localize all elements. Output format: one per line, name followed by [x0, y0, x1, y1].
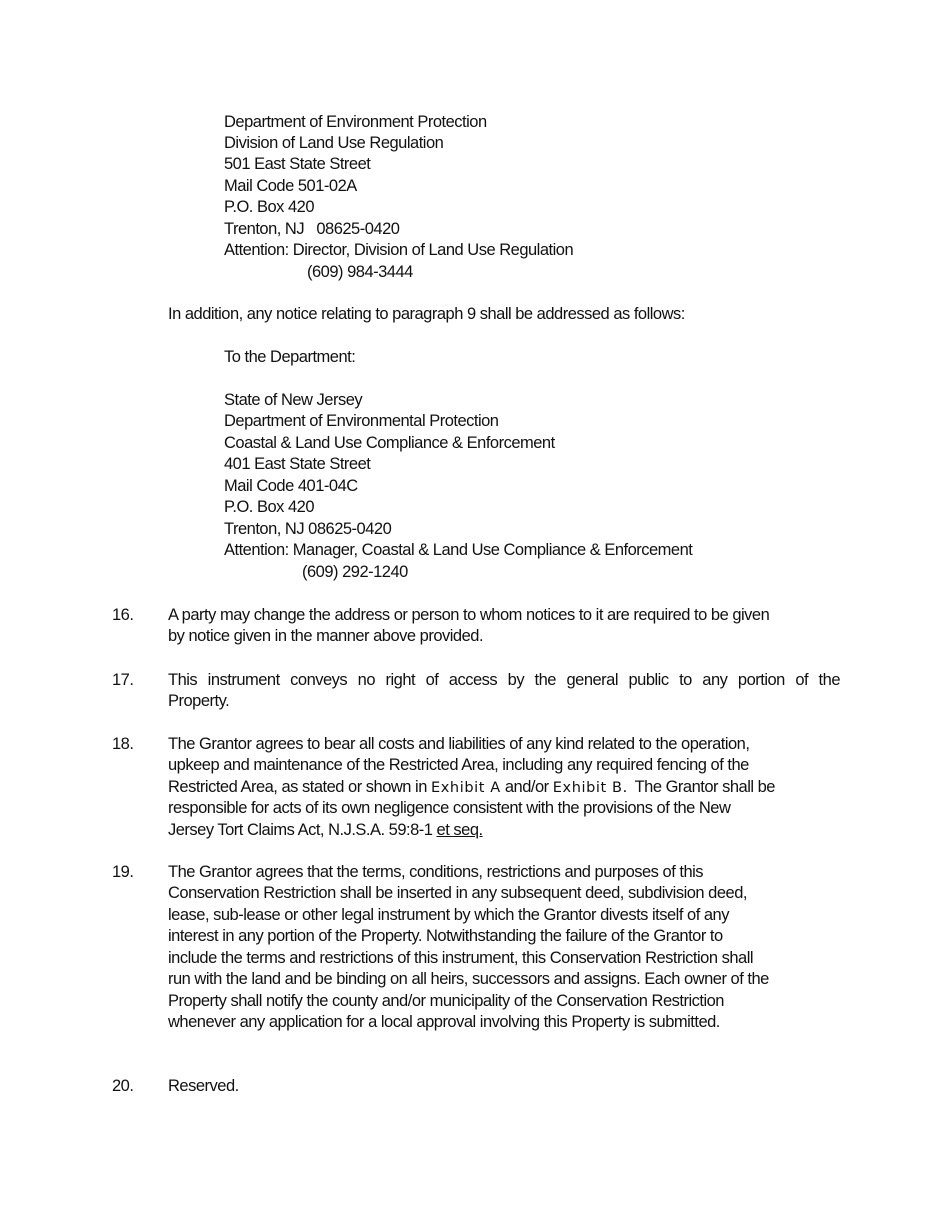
address-line: Trenton, NJ 08625-0420: [224, 520, 392, 538]
address-phone: (609) 292-1240: [302, 563, 408, 581]
paragraph-line: The Grantor agrees to bear all costs and liabilities of any kind related to the operation,: [168, 735, 750, 753]
address-line: Department of Environment Protection: [224, 113, 487, 131]
exhibit-a-reference: Exhibit A: [430, 780, 501, 796]
address-line: 501 East State Street: [224, 155, 371, 173]
exhibit-b-reference: Exhibit B: [552, 780, 623, 796]
paragraph-line: lease, sub-lease or other legal instrument by which the Grantor divests itself of any: [168, 906, 729, 924]
paragraph-line: by notice given in the manner above provided.: [168, 627, 484, 645]
address-line: Mail Code 401-04C: [224, 477, 358, 495]
address-line: 401 East State Street: [224, 455, 371, 473]
paragraph-line: Property shall notify the county and/or municipality of the Conservation Restriction: [168, 992, 724, 1010]
paragraph-line: [168, 777, 775, 799]
paragraph-number: 18.: [112, 735, 134, 753]
paragraph-line: [168, 820, 483, 841]
paragraph-line: responsible for acts of its own negligence consistent with the provisions of the New: [168, 799, 731, 817]
address-line: Department of Environmental Protection: [224, 412, 499, 430]
paragraph-line: upkeep and maintenance of the Restricted Area, including any required fencing of the: [168, 756, 749, 774]
notice-intro: In addition, any notice relating to paragraph 9 shall be addressed as follows:: [168, 305, 685, 323]
paragraph-line: run with the land and be binding on all heirs, successors and assigns. Each owner of the: [168, 970, 769, 988]
text-run: Restricted Area, as stated or shown in: [168, 778, 431, 796]
to-department-label: To the Department:: [224, 348, 356, 366]
address-line: Division of Land Use Regulation: [224, 134, 444, 152]
paragraph-number: 16.: [112, 606, 134, 624]
paragraph-line: include the terms and restrictions of this instrument, this Conservation Restriction shall: [168, 949, 754, 967]
paragraph-line: Reserved.: [168, 1077, 239, 1095]
text-run: and/or: [500, 778, 553, 796]
paragraph-number: 19.: [112, 863, 134, 881]
paragraph-line: The Grantor agrees that the terms, conditions, restrictions and purposes of this: [168, 863, 704, 881]
et-seq-citation: et seq.: [436, 821, 483, 839]
paragraph-line: A party may change the address or person to whom notices to it are required to be given: [168, 606, 770, 624]
paragraph-line: Conservation Restriction shall be inserted in any subsequent deed, subdivision deed,: [168, 884, 747, 902]
text-run: Jersey Tort Claims Act, N.J.S.A. 59:8-1: [168, 821, 437, 839]
address-line: Mail Code 501-02A: [224, 177, 357, 195]
text-run: . The Grantor shall be: [622, 778, 775, 796]
address-attention: Attention: Director, Division of Land Use Regulation: [224, 241, 574, 259]
address-line: P.O. Box 420: [224, 198, 315, 216]
paragraph-number: 20.: [112, 1077, 134, 1095]
address-line: State of New Jersey: [224, 391, 363, 409]
paragraph-number: 17.: [112, 671, 134, 689]
paragraph-line: Property.: [168, 692, 230, 710]
address-line: Trenton, NJ 08625-0420: [224, 220, 400, 238]
address-attention: Attention: Manager, Coastal & Land Use Compliance & Enforcement: [224, 541, 693, 559]
address-line: P.O. Box 420: [224, 498, 315, 516]
paragraph-line: This instrument conveys no right of access by the general public to any portion of the: [168, 671, 840, 689]
address-line: Coastal & Land Use Compliance & Enforcement: [224, 434, 555, 452]
paragraph-line: whenever any application for a local approval involving this Property is submitted.: [168, 1013, 720, 1031]
address-phone: (609) 984-3444: [307, 263, 413, 281]
paragraph-line: interest in any portion of the Property. Notwithstanding the failure of the Grantor to: [168, 927, 723, 945]
